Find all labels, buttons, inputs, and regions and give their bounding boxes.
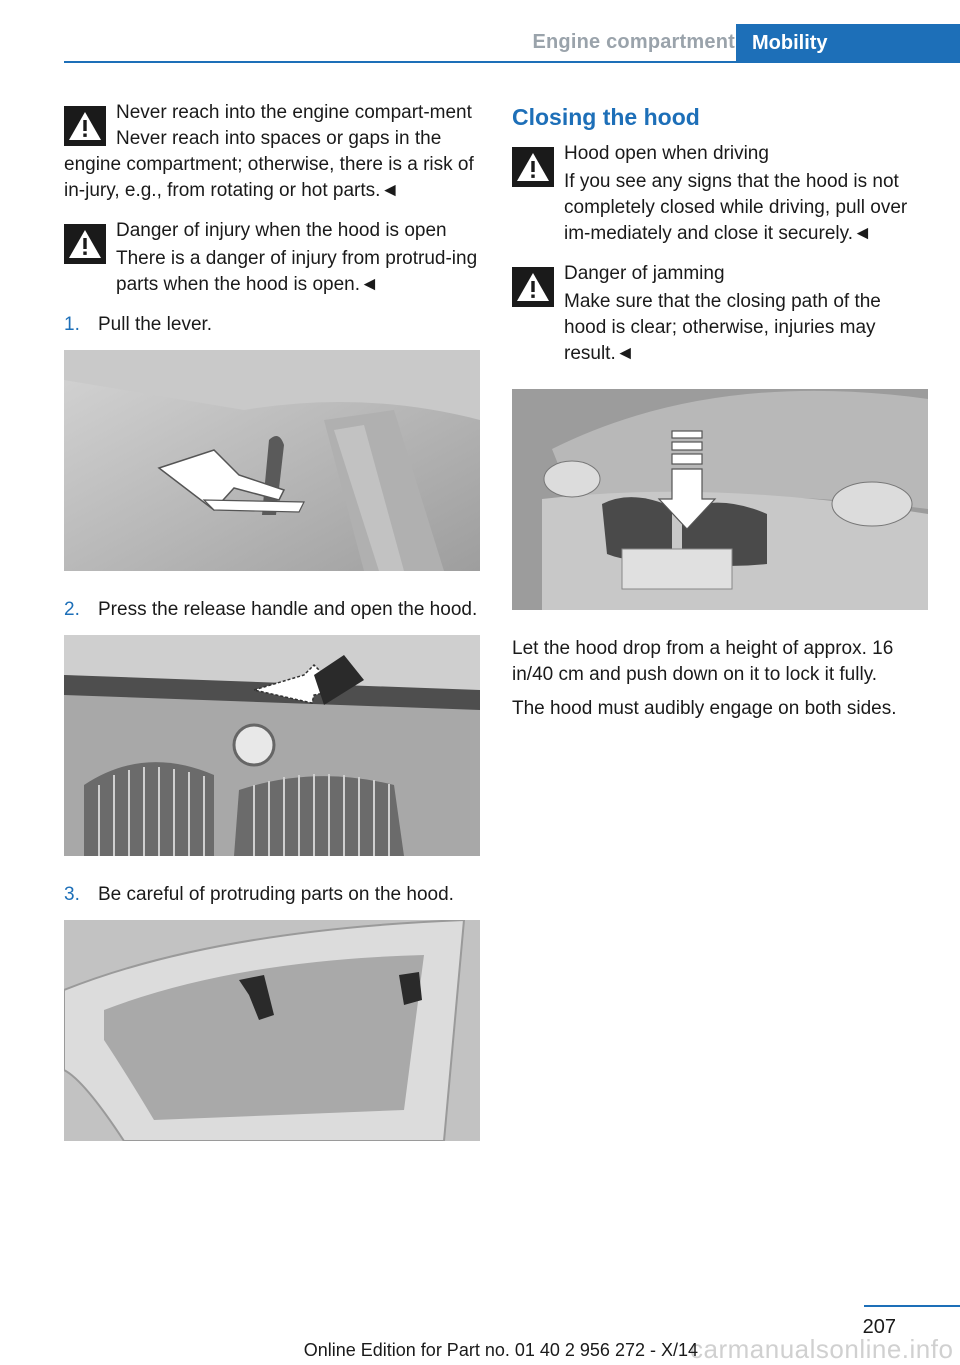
page-number: 207 — [862, 1316, 896, 1338]
warning-title: Hood open when driving — [564, 143, 769, 164]
edition-line: Online Edition for Part no. 01 40 2 956 272 - X/14 — [303, 1340, 698, 1360]
warning-triangle-icon — [64, 106, 106, 146]
step-text: Pull the lever. — [98, 314, 213, 335]
footer-rule — [864, 1305, 960, 1307]
figure-hood-release-lever — [64, 350, 480, 571]
step-text: Press the release handle and open the hood. — [98, 599, 478, 620]
warning-hood-open-injury — [64, 218, 480, 298]
paragraph-drop-height: Let the hood drop from a height of approx. 16 in/40 cm and push down on it to lock it fully. — [512, 638, 894, 685]
step-1 — [64, 312, 480, 338]
figure-hood-release-handle — [64, 635, 480, 856]
step-text: Be careful of protruding parts on the hood. — [98, 884, 454, 905]
figure-hood-underside — [64, 920, 480, 1141]
warning-title: Danger of injury when the hood is open — [116, 220, 447, 241]
step-3 — [64, 882, 480, 908]
page-header — [0, 24, 960, 64]
warning-jamming — [512, 261, 928, 367]
watermark-text: carmanualsonline.info — [690, 1334, 954, 1364]
header-chapter-tab: Mobility — [736, 24, 960, 63]
step-number: 3. — [64, 884, 80, 905]
header-section-title: Engine compartment — [532, 31, 735, 53]
warning-body: There is a danger of injury from protrud-ing parts when the hood is open.◄ — [116, 248, 478, 295]
figure-closing-hood — [512, 389, 928, 610]
warning-title: Never reach into the engine compart-ment — [116, 102, 472, 123]
warning-engine-compartment — [64, 100, 480, 204]
step-number: 2. — [64, 599, 80, 620]
header-rule — [64, 61, 960, 63]
step-number: 1. — [64, 314, 80, 335]
warning-triangle-icon — [64, 224, 106, 264]
step-2 — [64, 597, 480, 623]
section-title: Closing the hood — [512, 104, 700, 130]
warning-body: Never reach into spaces or gaps in the engine compartment; otherwise, there is a risk of in-jury, e.g., from rotating or hot parts.◄ — [64, 128, 474, 201]
warning-triangle-icon — [512, 147, 554, 187]
right-column — [512, 100, 928, 730]
paragraph-engage: The hood must audibly engage on both sides. — [512, 698, 897, 719]
warning-triangle-icon — [512, 267, 554, 307]
warning-body: If you see any signs that the hood is not completely closed while driving, pull over im-mediately and close it securely.◄ — [564, 171, 908, 244]
warning-body: Make sure that the closing path of the hood is clear; otherwise, injuries may result.◄ — [564, 291, 881, 364]
warning-hood-open-driving — [512, 141, 928, 247]
warning-title: Danger of jamming — [564, 263, 725, 284]
left-column — [64, 100, 480, 1167]
